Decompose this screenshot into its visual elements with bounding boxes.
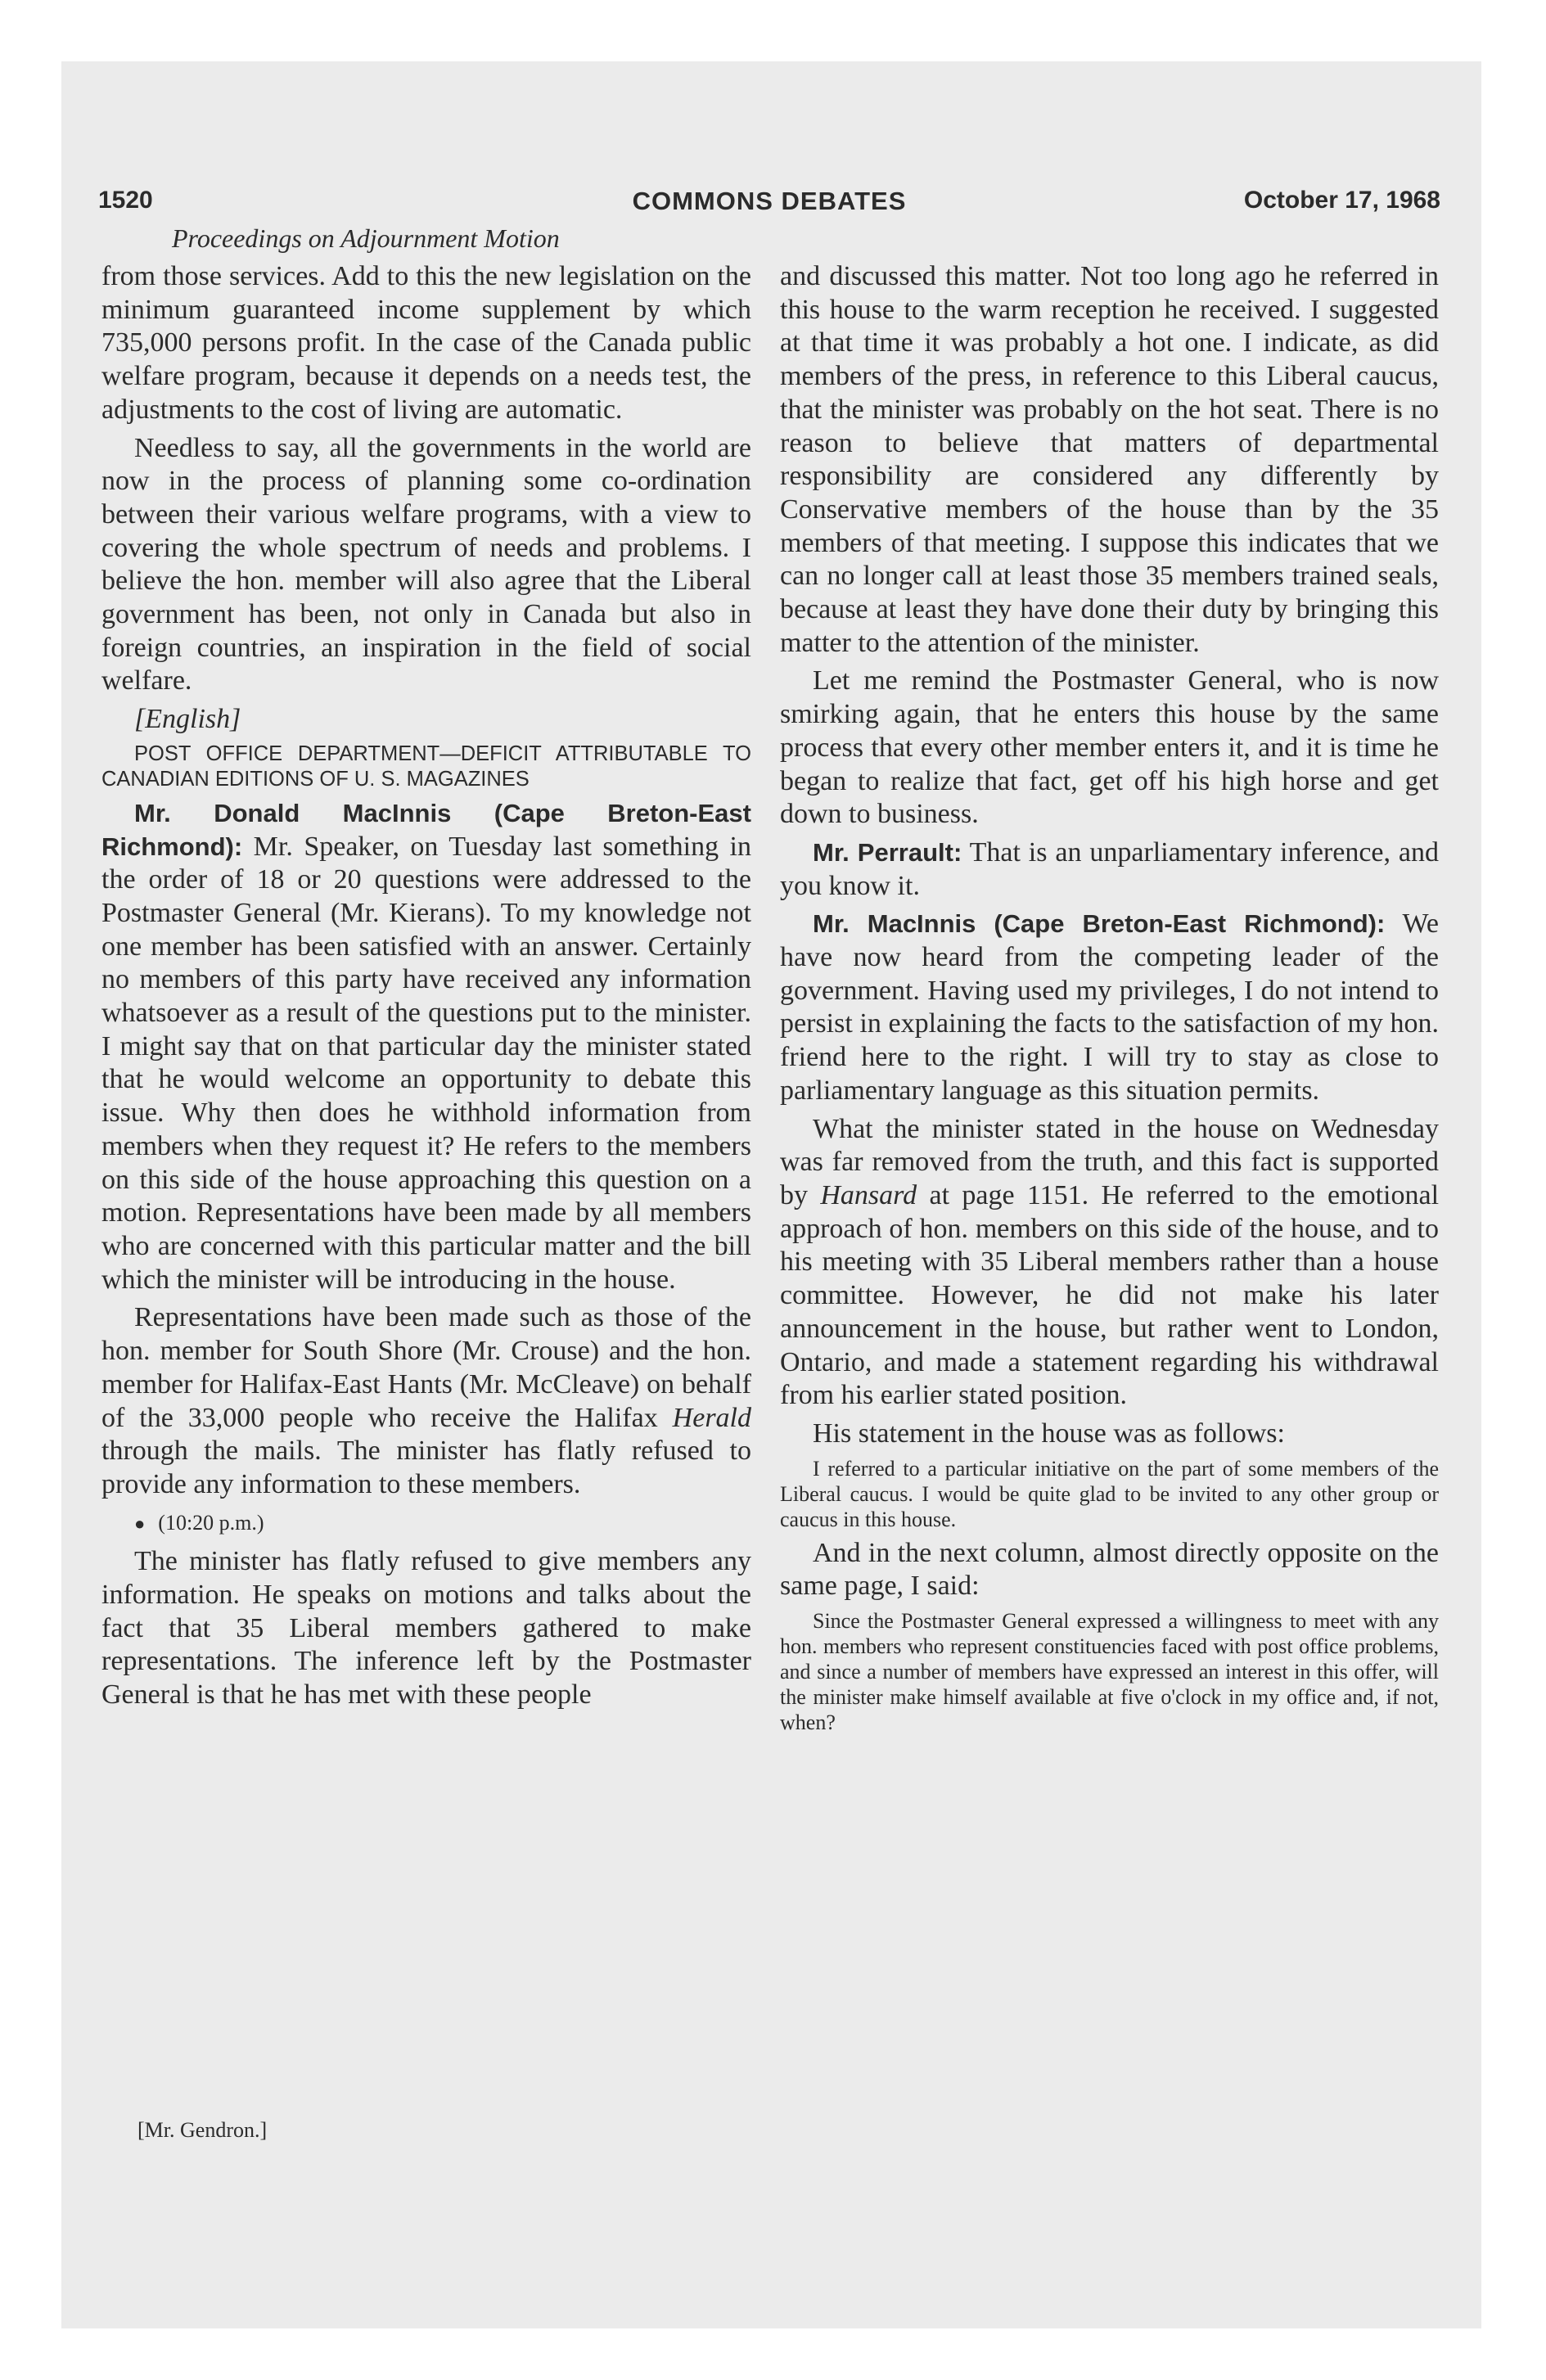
paragraph: His statement in the house was as follows: — [813, 1418, 1285, 1449]
speaker-name: Mr. Donald MacInnis (Cape Breton-East Richmond): — [101, 798, 751, 861]
paragraph — [101, 1301, 751, 1501]
paragraph — [780, 1113, 1439, 1413]
timestamp — [101, 1507, 751, 1541]
publication-date: October 17, 1968 — [1243, 187, 1440, 214]
paragraph: And in the next column, almost directly opposite on the same page, I said: — [780, 1537, 1439, 1602]
speech-paragraph — [101, 797, 751, 1297]
running-subheader: Proceedings on Adjournment Motion — [172, 223, 560, 253]
paragraph: The minister has flatly refused to give members any information. He speaks on motions and talks about the fact that 35 Liberal members gathered to make representations. The inference left by the Postmaster General is that he has met with these people — [101, 1546, 751, 1711]
text-run: at page 1151. He referred to the emotional approach of hon. members on this side of the house, and to his meeting with 35 Liberal members rather than a house committee. However, he did not make his later announcement in the house, but rather went to London, Ontario, and made a statement regarding his withdrawal from his earlier stated position. — [780, 1179, 1440, 1411]
text-run: What the minister stated in the house on Wednesday was far removed from the truth, and this fact is supported by — [780, 1113, 1439, 1210]
text-run: through the mails. The minister has flatly refused to provide any information to these members. — [101, 1436, 751, 1499]
block-quote: I referred to a particular initiative on the part of some members of the Liberal caucus. I would be quite glad to be invited to any other group or caucus in this house. — [780, 1456, 1439, 1531]
publication-name: Hansard — [820, 1179, 917, 1210]
paragraph: Let me remind the Postmaster General, who is now smirking again, that he enters this house by the same process that every other member enters it, and it is time he began to realize that fact, get off his high horse and get down to business. — [780, 665, 1439, 830]
speech-paragraph — [780, 836, 1439, 903]
text-run: Representations have been made such as those of the hon. member for South Shore (Mr. Crouse) and the hon. member for Halifax-East Hants (Mr. McCleave) on behalf of the 33,000 people who receive the Halifax — [101, 1302, 751, 1433]
language-tag: [English] — [134, 704, 241, 735]
block-quote: Since the Postmaster General expressed a willingness to meet with any hon. members who represent constituencies faced with post office problems, and since a number of members have expressed an interest in this offer, will the minister make himself available at five o'clock in my office and, if not, when? — [780, 1609, 1439, 1735]
speech-text: That is an unparliamentary inference, and you know it. — [780, 836, 1440, 901]
paragraph: Needless to say, all the governments in the world are now in the process of planning some co-ordination between their various welfare programs, with a view to covering the whole spectrum of needs and problems. I believe the hon. member will also agree that the Liberal government has been, not only in Canada but also in foreign countries, an inspiration in the field of social welfare. — [101, 432, 751, 696]
speaker-footer-note: [Mr. Gendron.] — [137, 2118, 268, 2142]
section-heading: POST OFFICE DEPARTMENT—DEFICIT ATTRIBUTABLE TO CANADIAN EDITIONS OF U. S. MAGAZINES — [101, 741, 751, 791]
speaker-name: Mr. Perrault: — [813, 837, 962, 867]
left-column — [101, 260, 751, 1717]
speech-paragraph — [780, 908, 1439, 1107]
speech-text: We have now heard from the competing leader of the government. Having used my privileges, I do not intend to persist in explaining the facts to the satisfaction of my hon. friend here to the right. I will try to stay as close to parliamentary language as this situation permits. — [780, 908, 1439, 1106]
publication-title: COMMONS DEBATES — [632, 187, 907, 215]
right-column — [780, 260, 1439, 1740]
publication-name: Herald — [672, 1402, 751, 1433]
paragraph: and discussed this matter. Not too long ago he referred in this house to the warm reception he received. I suggested at that time it was probably a hot one. I indicate, as did members of the press, in reference to this Liberal caucus, that the minister was probably on the hot seat. There is no reason to believe that matters of departmental responsibility are considered any differently by Conservative members of the house than by the 35 members of that meeting. I suppose this indicates that we can no longer call at least those 35 members trained seals, because at least they have done their duty by bringing this matter to the attention of the minister. — [780, 261, 1439, 658]
paragraph: from those services. Add to this the new legislation on the minimum guaranteed income supplement by which 735,000 persons profit. In the case of the Canada public welfare program, because it depends on a needs test, the adjustments to the cost of living are automatic. — [101, 261, 751, 425]
timestamp-text: (10:20 p.m.) — [158, 1510, 264, 1535]
speaker-name: Mr. MacInnis (Cape Breton-East Richmond): — [813, 909, 1386, 939]
page-header — [98, 187, 1440, 228]
page-number: 1520 — [98, 187, 153, 214]
speech-text: Mr. Speaker, on Tuesday last something in the order of 18 or 20 questions were addressed to the Postmaster General (Mr. Kierans). To my knowledge not one member has been satisfied with an answer. Certainly no members of this party have received any information whatsoever as a result of the questions put to the minister. I might say that on that particular day the minister stated that he would welcome an opportunity to debate this issue. Why then does he withhold information from members when they request it? He refers to the members on this side of the house approaching this question on a motion. Representations have been made by all members who are concerned with this particular matter and the bill which the minister will be introducing in the house. — [101, 831, 751, 1295]
bullet-icon: ● — [134, 1512, 146, 1534]
